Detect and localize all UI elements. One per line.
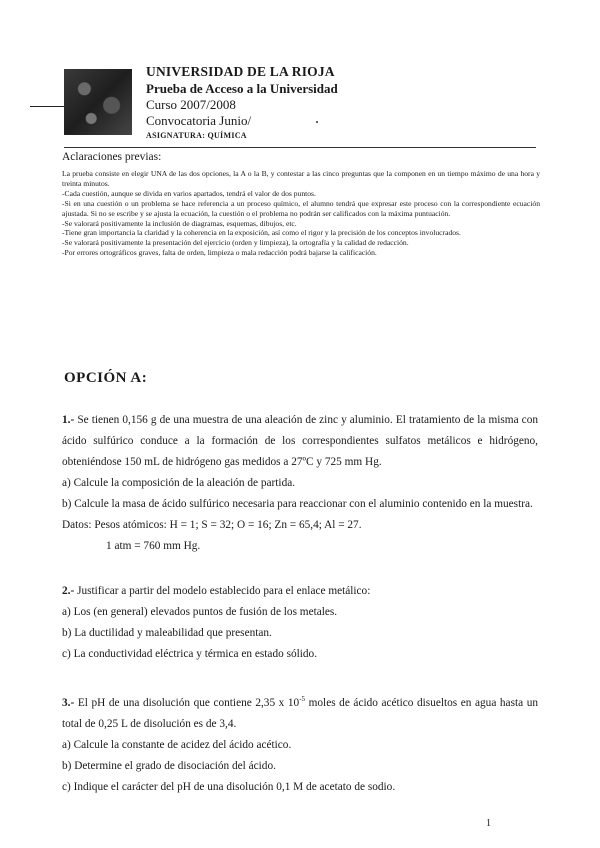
aclaracion-item: -Tiene gran importancia la claridad y la coherencia en la exposición, así como el rigor y la precisión de los conceptos involucrados. — [62, 228, 461, 238]
page-number: 1 — [486, 818, 491, 829]
question-2-part-b: b) La ductilidad y maleabilidad que presentan. — [62, 627, 272, 639]
question-text: El pH de una disolución que contiene 2,35 x 10 — [74, 696, 300, 709]
exam-name: Prueba de Acceso a la Universidad — [146, 80, 338, 96]
question-2 — [62, 581, 538, 602]
aclaraciones-list — [62, 169, 540, 258]
aclaracion-item: -Si en una cuestión o un problema se hace referencia a un proceso químico, el alumno tendrá que expresar este proceso con la correspondiente ecuación ajustada. Si no se escribe y se ajusta la ecuación, la cuestión o el problema no podrán ser calificados con la máxima puntuación. — [62, 198, 540, 218]
question-text: Se tienen 0,156 g de una muestra de una aleación de zinc y aluminio. El tratamiento de la misma con ácido sulfúrico conduce a la formación de los correspondientes sulfatos metálicos e hidrógeno, obteniéndose 150 mL de hidrógeno gas medidos a 27ºC y 725 mm Hg. — [62, 414, 538, 468]
aclaracion-item: -Por errores ortográficos graves, falta de orden, limpieza o mala redacción podrá bajarse la calificación. — [62, 248, 377, 258]
aclaracion-item: -Se valorará positivamente la inclusión de diagramas, esquemas, dibujos, etc. — [62, 218, 297, 228]
aclaracion-item: -Cada cuestión, aunque se divida en varios apartados, tendrá el valor de dos puntos. — [62, 188, 316, 198]
question-text: Justificar a partir del modelo establecido para el enlace metálico: — [74, 585, 371, 597]
question-3-part-a: a) Calcule la constante de acidez del ácido acético. — [62, 738, 292, 751]
aclaracion-item: -Se valorará positivamente la presentación del ejercicio (orden y limpieza), la ortografía y la calidad de redacción. — [62, 238, 409, 248]
question-number: 2.- — [62, 585, 75, 597]
question-2-part-a: a) Los (en general) elevados puntos de fusión de los metales. — [62, 606, 338, 618]
question-3-part-b: b) Determine el grado de disociación del ácido. — [62, 759, 276, 772]
subject-label: ASIGNATURA: QUÍMICA — [146, 130, 247, 140]
aclaraciones-title: Aclaraciones previas: — [62, 151, 162, 163]
question-2-part-c: c) La conductividad eléctrica y térmica en estado sólido. — [62, 648, 318, 660]
university-logo — [64, 69, 132, 135]
question-1-atm: 1 atm = 760 mm Hg. — [106, 540, 201, 552]
university-name: UNIVERSIDAD DE LA RIOJA — [146, 64, 335, 79]
course-year: Curso 2007/2008 — [146, 97, 236, 113]
header-rule — [64, 147, 536, 148]
question-1-part-a: a) Calcule la composición de la aleación de partida. — [62, 477, 296, 489]
question-1-data: Datos: Pesos atómicos: H = 1; S = 32; O = 16; Zn = 65,4; Al = 27. — [62, 519, 362, 531]
questions — [62, 410, 538, 798]
exponent: -5 — [299, 695, 306, 703]
question-3 — [62, 689, 538, 735]
question-3-part-c: c) Indique el carácter del pH de una disolución 0,1 M de acetato de sodio. — [62, 780, 396, 793]
question-text-cont: moles de ácido acético disueltos en agua hasta un total de 0,25 L de disolución es de 3,4. — [62, 696, 538, 730]
question-1 — [62, 410, 538, 473]
exam-call: Convocatoria Junio/ — [146, 113, 252, 129]
option-title: OPCIÓN A: — [64, 370, 148, 386]
question-number: 1.- — [62, 414, 75, 426]
stray-dot — [316, 121, 318, 123]
question-1-part-b: b) Calcule la masa de ácido sulfúrico necesaria para reaccionar con el aluminio contenido en la muestra. — [62, 498, 533, 510]
aclaracion-item: La prueba consiste en elegir UNA de las dos opciones, la A o la B, y contestar a las cinco preguntas que la componen en un tiempo máximo de una hora y treinta minutos. — [62, 169, 540, 188]
question-number: 3.- — [62, 696, 75, 709]
header-divider-mark — [30, 106, 64, 107]
exam-header — [146, 64, 338, 141]
